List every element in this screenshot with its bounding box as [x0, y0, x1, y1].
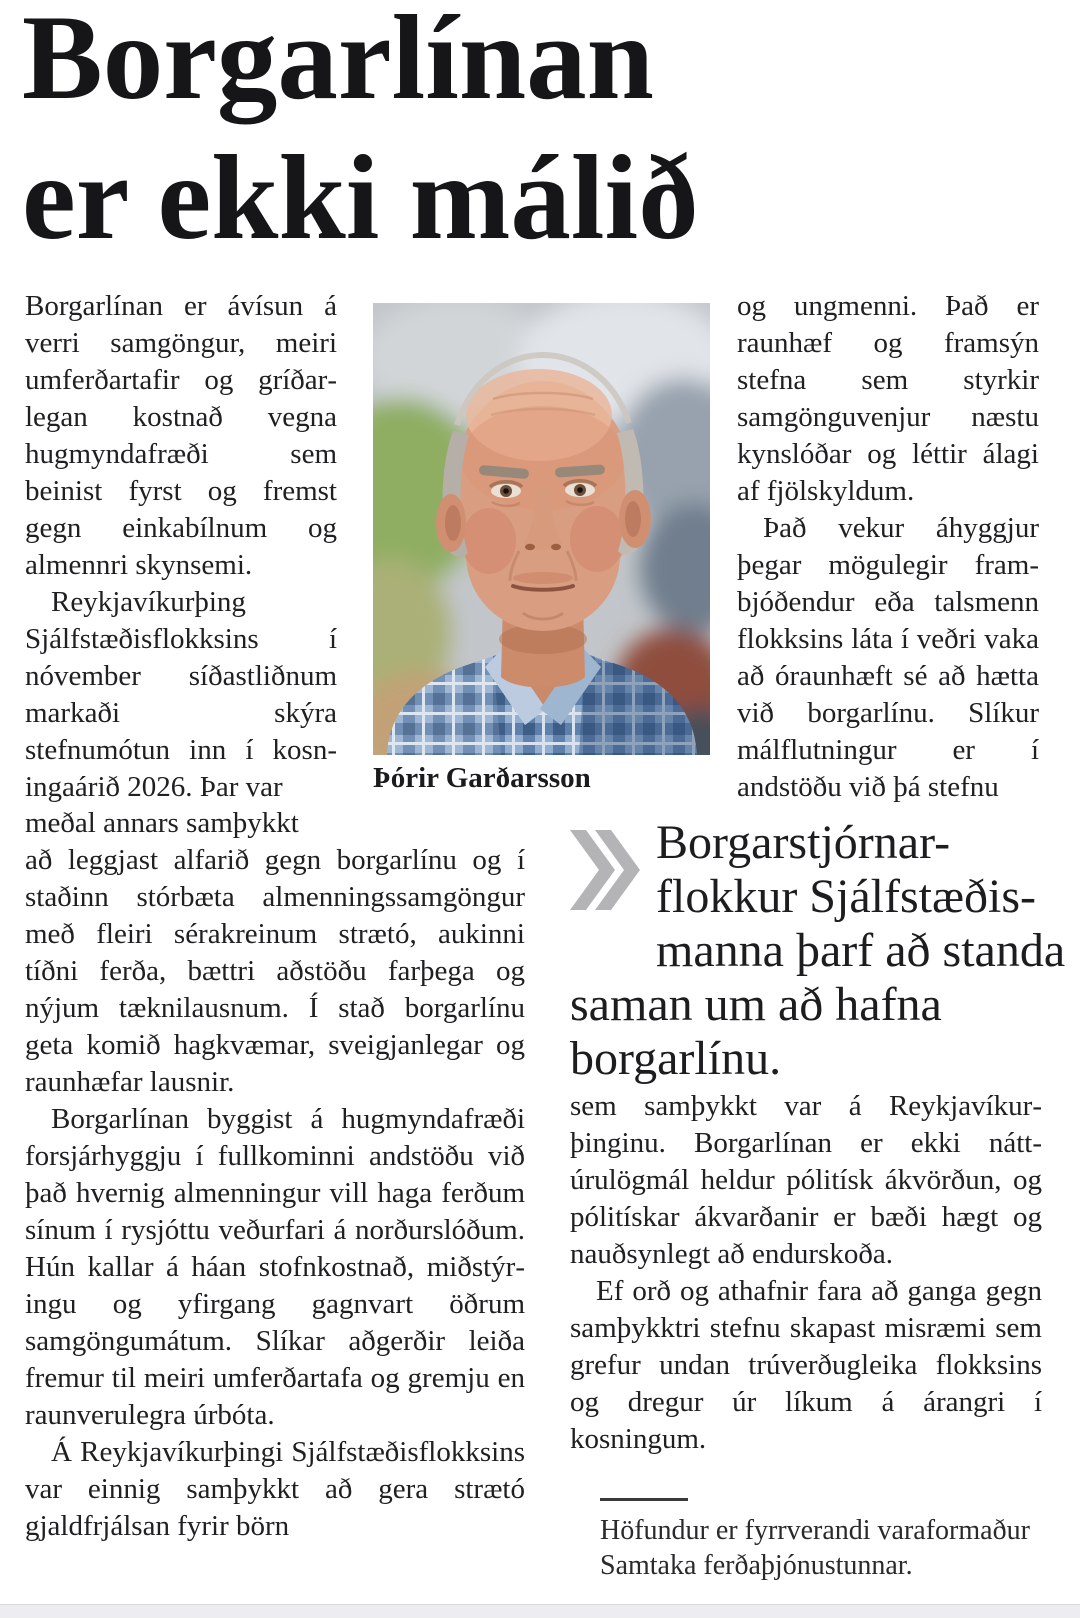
author-note-divider: [600, 1498, 688, 1501]
portrait-photo: [373, 303, 710, 755]
body-paragraph: Það vekur áhyggjur þegar mögulegir frambjóðendur eða talsmenn flokksins láta í veðri vaka að óraunhæft sé að hætta við borgarlínu. Slíkur málflutningur er í andstöðu við þá stefnu: [737, 512, 1039, 803]
body-paragraph: sem samþykkt var á Reykjavíkurþinginu. Borgarlínan er ekki náttúrulögmál heldur pólitísk ákvörðun, og pólitískar ákvarðanir er bæði hægt og nauðsynlegt að endurskoða.: [570, 1090, 1042, 1270]
quote-chevrons-icon: [570, 816, 656, 926]
pull-quote-line: manna þarf að standa: [656, 924, 1066, 977]
author-note: [600, 1498, 1050, 1583]
body-paragraph: Á Reykjavíkurþingi Sjálfstæðisflokksins var einnig samþykkt að gera strætó gjaldfrjálsan fyrir börn: [25, 1436, 525, 1542]
title-line-1: Borgarlínan: [22, 0, 654, 125]
body-paragraph: Ef orð og athafnir fara að ganga gegn samþykktri stefnu skapast misræmi sem grefur undan trúverðugleika flokksins og dregur úr líkum á árangri í kosningum.: [570, 1275, 1042, 1455]
article-title: [22, 0, 762, 268]
column-left-bottom: [25, 805, 525, 1545]
body-paragraph: Borgarlínan byggist á hugmyndafræði forsjárhyggju í fullkominni andstöðu við það hvernig almenningur vill haga ferðum sínum í rysjóttu veðurfari á norðurslóðum. Hún kallar á háan stofnkostnað, miðstýringu og yfirgang gagnvart öðrum samgöngumátum. Slíkar aðgerðir leiða fremur til meiri umferðartafa og gremju en raunverulegra úrbóta.: [25, 1103, 525, 1431]
photo-caption: Þórir Garðarsson: [373, 762, 591, 794]
pull-quote-line: flokkur Sjálfstæðis-: [656, 870, 1036, 923]
column-left-top: [25, 288, 337, 806]
pull-quote-line: Borgarstjórnar-: [656, 816, 951, 869]
body-paragraph: meðal annars samþykkt: [25, 807, 299, 839]
column-right-top: [737, 288, 1039, 806]
bottom-bar: [0, 1604, 1080, 1618]
pull-quote: [570, 816, 1066, 1086]
author-note-text: Höfundur er fyrrverandi varaformaður Samtaka ferðaþjónustunnar.: [600, 1515, 1030, 1581]
body-paragraph: og ungmenni. Það er raunhæf og framsýn stefna sem styrkir samgönguvenjur næstu kynslóðar og léttir álagi af fjölskyldum.: [737, 290, 1039, 507]
column-right-bottom: [570, 1088, 1042, 1458]
body-paragraph: að leggjast alfarið gegn borgarlínu og í staðinn stórbæta almenningssamgöngur með fleiri sérakreinum strætó, aukinni tíðni ferða, bættri aðstöðu farþega og nýjum tæknilausnum. Í stað borgarlínu geta komið hagkvæmar, sveigjanlegar og raunhæfar lausnir.: [25, 844, 525, 1098]
body-paragraph: Reykjavíkurþing Sjálfstæðisflokksins í nóvember síðastliðnum markaði skýra stefnumótun inn í kosningaárið 2026. Þar var: [25, 586, 337, 803]
body-paragraph: Borgarlínan er ávísun á verri samgöngur, meiri umferðartafir og gríðarlegan kostnað vegna hugmyndafræði sem beinist fyrst og fremst gegn einkabílnum og almennri skynsemi.: [25, 290, 337, 581]
title-line-2: er ekki málið: [22, 131, 699, 265]
portrait-photo-figure: [373, 303, 710, 795]
pull-quote-line: saman um að hafna: [570, 978, 942, 1031]
pull-quote-line: borgarlínu.: [570, 1032, 782, 1085]
